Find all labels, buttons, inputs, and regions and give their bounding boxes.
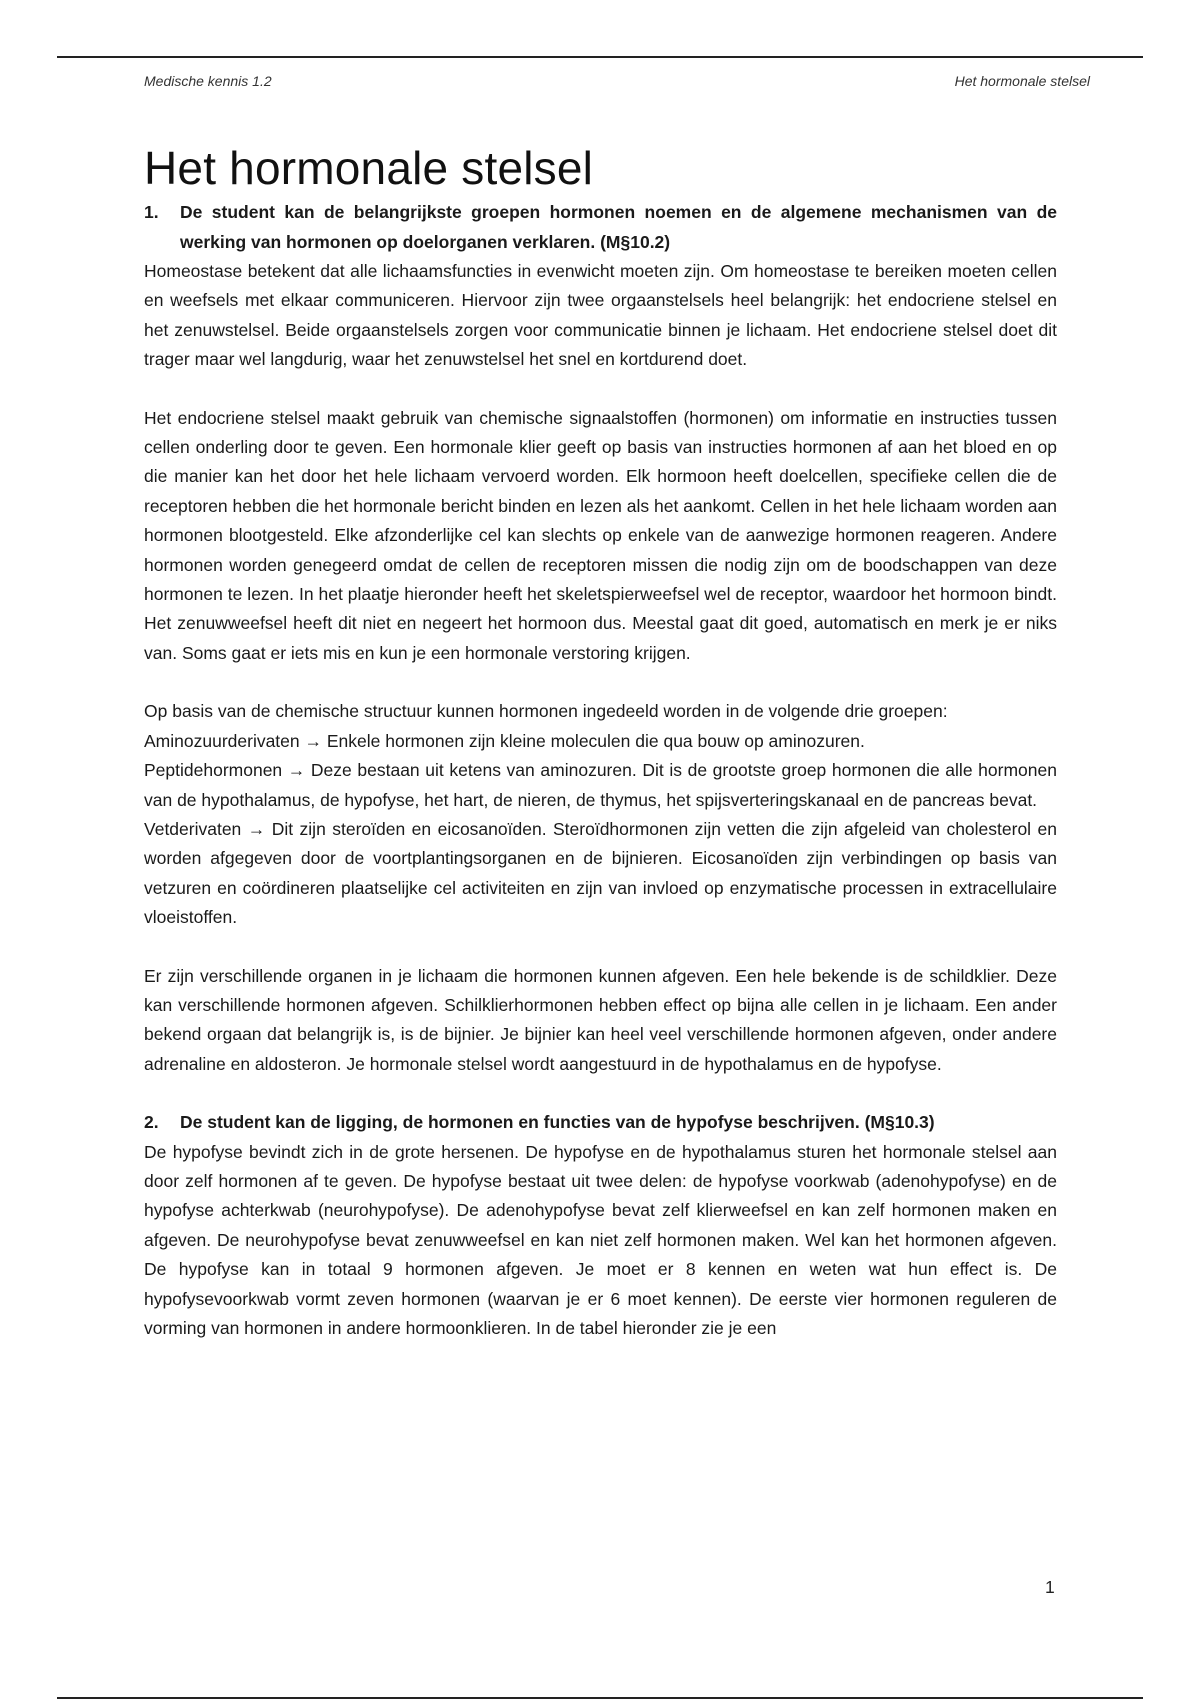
page-title: Het hormonale stelsel (144, 142, 594, 194)
section-1-heading (144, 198, 1057, 257)
section-1-paragraph-3: Op basis van de chemische structuur kunnen hormonen ingedeeld worden in de volgende drie groepen: (144, 701, 948, 722)
group-text: Enkele hormonen zijn kleine moleculen die qua bouw op aminozuren. (322, 730, 865, 751)
header-course: Medische kennis 1.2 (144, 73, 272, 89)
arrow-icon: → (304, 730, 323, 751)
hormone-group-peptide (144, 756, 1057, 815)
group-text: Deze bestaan uit ketens van aminozuren. Dit is de grootste groep hormonen die alle hormonen van de hypothalamus, de hypofyse, het hart, de nieren, de thymus, het spijsverteringskanaal en de pancreas bevat. (144, 760, 1057, 810)
section-1-paragraph-2: Het endocriene stelsel maakt gebruik van chemische signaalstoffen (hormonen) om informatie en instructies tussen cellen onderling door te geven. Een hormonale klier geeft op basis van instructies hormonen af aan het bloed en op die manier kan het door het hele lichaam vervoerd worden. Elk hormoon heeft doelcellen, specifieke cellen die de receptoren hebben die het hormonale bericht binden en lezen als het aankomt. Cellen in het hele lichaam worden aan hormonen blootgesteld. Elke afzonderlijke cel kan slechts op enkele van de aanwezige hormonen reageren. Andere hormonen worden genegeerd omdat de cellen de receptoren missen die nodig zijn om de boodschappen van deze hormonen te lezen. In het plaatje hieronder heeft het skeletspierweefsel wel de receptor, waardoor het hormoon bindt. Het zenuwweefsel heeft dit niet en negeert het hormoon dus. Meestal gaat dit goed, automatisch en merk je er niks van. Soms gaat er iets mis en kun je een hormonale verstoring krijgen. (144, 407, 1057, 663)
header-chapter: Het hormonale stelsel (954, 73, 1090, 89)
footer-rule (57, 1697, 1143, 1699)
document-body (144, 140, 1057, 1344)
page-number: 1 (1045, 1577, 1055, 1597)
arrow-icon: → (287, 760, 306, 781)
group-name: Aminozuurderivaten (144, 730, 300, 751)
running-header (144, 73, 1090, 93)
section-1-heading-text: De student kan de belangrijkste groepen hormonen noemen en de algemene mechanismen van de werking van hormonen op doelorganen verklaren. (M§10.2) (180, 202, 1057, 252)
section-1-paragraph-4: Er zijn verschillende organen in je lichaam die hormonen kunnen afgeven. Een hele bekende is de schildklier. Deze kan verschillende hormonen afgeven. Schilklierhormonen hebben effect op bijna alle cellen in je lichaam. Een ander bekend orgaan dat belangrijk is, is de bijnier. Je bijnier kan heel veel verschillende hormonen afgeven, onder andere adrenaline en aldosteron. Je hormonale stelsel wordt aangestuurd in de hypothalamus en de hypofyse. (144, 965, 1057, 1074)
section-1-paragraph-1: Homeostase betekent dat alle lichaamsfuncties in evenwicht moeten zijn. Om homeostase te bereiken moeten cellen en weefsels met elkaar communiceren. Hiervoor zijn twee orgaanstelsels heel belangrijk: het endocriene stelsel en het zenuwstelsel. Beide orgaanstelsels zorgen voor communicatie binnen je lichaam. Het endocriene stelsel doet dit trager maar wel langdurig, waar het zenuwstelsel het snel en kortdurend doet. (144, 261, 1057, 370)
section-2-heading-text: De student kan de ligging, de hormonen en functies van de hypofyse beschrijven. (M§10.3) (180, 1112, 935, 1133)
section-2-paragraph-1: De hypofyse bevindt zich in de grote hersenen. De hypofyse en de hypothalamus sturen het hormonale stelsel aan door zelf hormonen af te geven. De hypofyse bestaat uit twee delen: de hypofyse voorkwab (adenohypofyse) en de hypofyse achterkwab (neurohypofyse). De adenohypofyse bevat zelf klierweefsel en kan zelf hormonen maken en afgeven. De neurohypofyse bevat zenuwweefsel en kan niet zelf hormonen maken. Wel kan het hormonen afgeven. De hypofyse kan in totaal 9 hormonen afgeven. Je moet er 8 kennen en weten wat hun effect is. De hypofysevoorkwab vormt zeven hormonen (waarvan je er 6 moet kennen). De eerste vier hormonen reguleren de vorming van hormonen in andere hormoonklieren. In de tabel hieronder zie je een (144, 1141, 1057, 1339)
section-2-heading (144, 1108, 1057, 1138)
section-2-number: 2. (144, 1112, 159, 1133)
hormone-group-lipid (144, 815, 1057, 933)
hormone-group-amino (144, 727, 1057, 756)
group-text: Dit zijn steroïden en eicosanoïden. Steroïdhormonen zijn vetten die zijn afgeleid van cholesterol en worden afgegeven door de voortplantingsorganen en de bijnieren. Eicosanoïden zijn verbindingen op basis van vetzuren en coördineren plaatselijke cel activiteiten en zijn van invloed op enzymatische processen in extracellulaire vloeistoffen. (144, 818, 1057, 928)
group-name: Peptidehormonen (144, 760, 283, 781)
section-1-number: 1. (144, 202, 159, 222)
header-rule (57, 56, 1143, 58)
group-name: Vetderivaten (144, 818, 242, 839)
arrow-icon: → (247, 818, 266, 839)
